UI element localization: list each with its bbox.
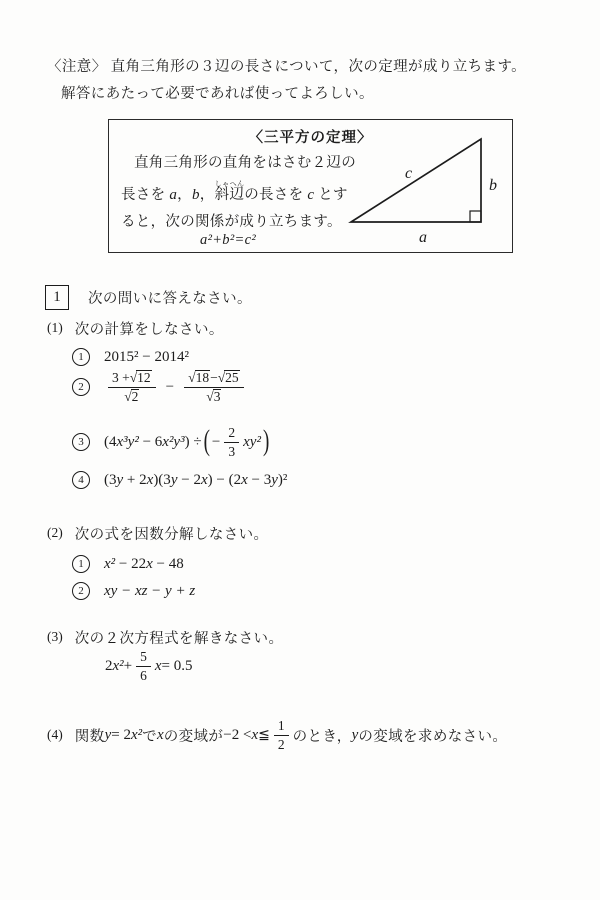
question-title: 次の計算をしなさい。 [74,321,224,338]
factor-item-2 [72,580,195,602]
problem-number: 1 [53,288,61,305]
sqrt-25: √25 [217,370,239,386]
numerator: 3 +√12 [108,370,156,387]
x-squared: x² [130,726,143,743]
open-paren: ( [203,424,210,458]
question-label: (1) [47,320,63,335]
expression: 2015² − 2014² [104,348,189,365]
problem-1-title: 次の問いに答えなさい。 [88,290,252,307]
denominator [206,388,221,404]
question-title: 次の式を因数分解しなさい。 [74,526,269,543]
shahen-ruby [214,180,245,203]
var-b: b [191,187,200,203]
fraction-2 [184,370,243,403]
variable-x: x [154,657,162,674]
question-1-header [47,317,224,339]
notice-line-1: 〈注意〉 直角三角形の３辺の長さについて，次の定理が成り立ちます。 [47,59,527,75]
sqrt-2: √2 [124,388,139,404]
question-label: (2) [47,525,63,540]
question-label: (4) [47,727,63,742]
leq-symbol: ≦ [258,727,270,743]
base-side-label-a: a [419,229,427,246]
var-y: y [351,726,359,743]
monomial: xy² [243,433,261,450]
circled-number-2: 2 [72,378,90,396]
numerator: √18−√25 [184,370,243,387]
fraction-one-half: $\frac{1}{2}$ [274,718,289,751]
sqrt-18: √18 [188,370,210,386]
sqrt-3: √3 [206,388,221,404]
text: 長さを [121,187,170,203]
var-x: x [157,726,164,743]
theorem-body-line-3: ると，次の関係が成り立ちます。 [121,214,342,230]
circled-number-2: 2 [72,582,90,600]
question-4 [47,718,507,752]
denominator [124,388,139,404]
var-y: y [104,726,112,743]
theorem-title: 〈三平方の定理〉 [248,130,373,146]
vertical-side-label-b: b [489,177,497,194]
question-title: 次の２次方程式を解きなさい。 [74,630,284,647]
theorem-body-line-1: 直角三角形の直角をはさむ２辺の [134,155,356,171]
problem-number-box [45,285,69,310]
factor-item-1 [72,553,184,575]
problem-1-header [45,284,252,310]
minus-operator: − [165,378,175,395]
comma: ， [199,187,215,203]
text: とす [314,187,348,203]
ruby-text: しゃへん [214,180,245,188]
expression: xy − xz − y + z [104,582,196,599]
text: の長さを [244,187,308,203]
fraction-1 [108,370,156,403]
sqrt-12: √12 [129,370,151,386]
var-x: x [251,726,259,743]
text: 関数 [74,728,105,745]
fraction-two-thirds: $\frac{2}{3}$ [224,425,239,458]
circled-number-1: 1 [72,555,90,573]
calc-item-1 [72,345,189,369]
hypotenuse-label-c: c [405,165,413,182]
close-paren: ) [262,424,270,458]
theorem-body-line-2 [121,180,348,204]
equals-two: = 2 [111,726,131,743]
question-label: (3) [47,629,63,644]
circled-number-3: 3 [72,433,90,451]
circled-number-1: 1 [72,348,90,366]
expression: (3y + 2x)(3y − 2x) − (2x − 3y)² [104,471,288,488]
notice-line-2: 解答にあたって必要であれば使ってよろしい。 [61,86,374,102]
theorem-box [108,119,513,253]
pythagorean-formula: a²+b²=c² [200,232,256,248]
negative-sign: − [211,433,221,450]
calc-item-4 [72,468,287,492]
expression: (4x³y² − 6x²y³) ÷ [104,433,202,450]
question-3-header [47,626,283,648]
text: の変域が [163,728,224,745]
ruby-base: 斜辺 [214,187,245,203]
text: の変域を求めなさい。 [358,728,508,745]
text: で [142,728,158,745]
right-triangle-diagram [337,130,511,250]
variable-squared: x² [112,657,124,674]
question-2-header [47,522,268,544]
comma: ， [177,187,192,203]
fraction-five-sixths: $\frac{5}{6}$ [136,649,151,682]
calc-item-3 [72,424,271,460]
var-c: c [307,187,315,203]
equals-value: = 0.5 [161,657,193,674]
plus-operator: + [123,657,133,674]
triangle-outline [351,139,481,222]
right-angle-mark [470,211,481,222]
text: のとき， [292,728,352,745]
calc-item-2 [72,368,248,406]
quadratic-equation [105,648,193,684]
expression: x² − 22x − 48 [104,555,184,572]
var-a: a [169,187,178,203]
coefficient: 2 [105,657,113,674]
circled-number-4: 4 [72,471,90,489]
inequality-left: −2 < [223,726,252,743]
